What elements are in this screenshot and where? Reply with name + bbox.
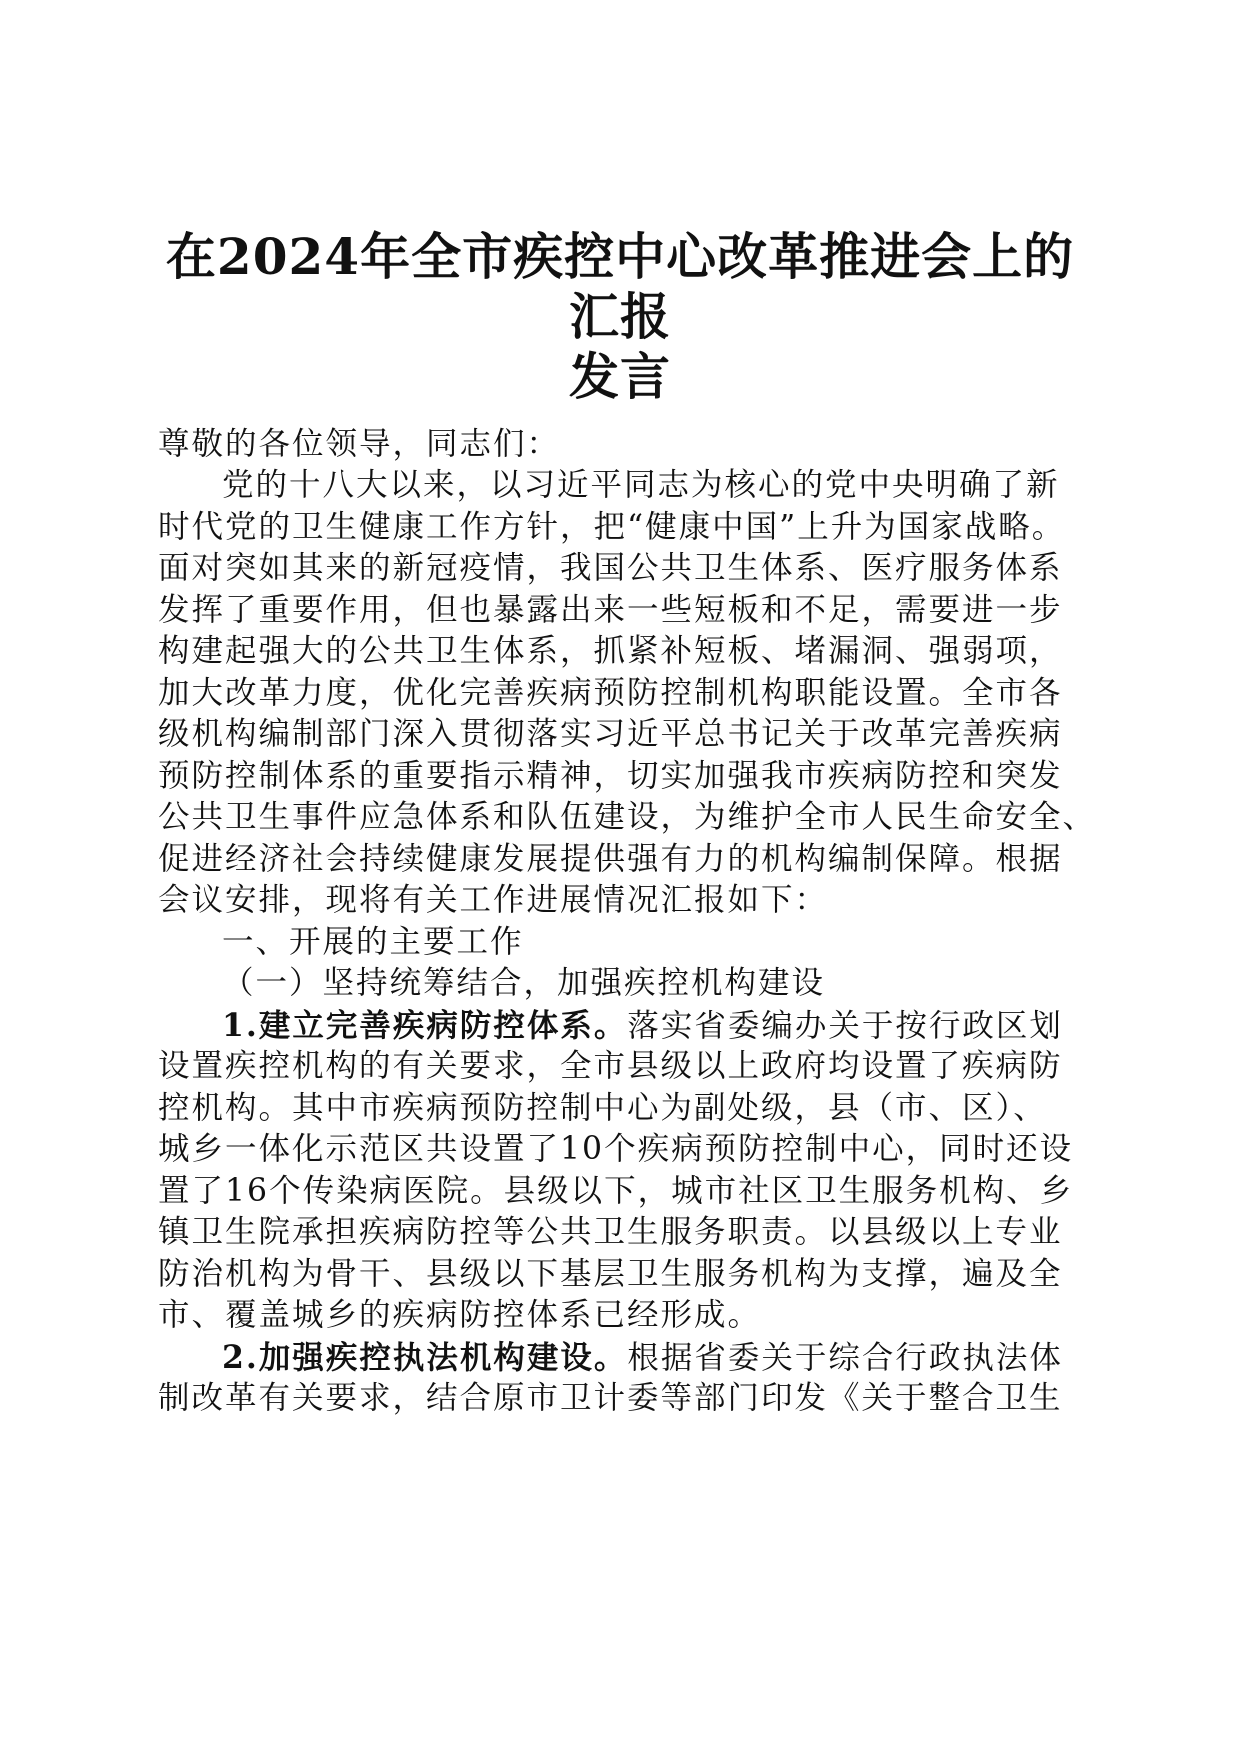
item-1-line: 城乡一体化示范区共设置了10个疾病预防控制中心，同时还设 [158, 1131, 1074, 1167]
item-1-first-rest: 落实省委编办关于按行政区划 [627, 1008, 1063, 1044]
item-2-line: 制改革有关要求，结合原市卫计委等部门印发《关于整合卫生 [158, 1380, 1063, 1416]
intro-line: 促进经济社会持续健康发展提供强有力的机构编制保障。根据 [158, 841, 1063, 877]
item-1-line: 置了16个传染病医院。县级以下，城市社区卫生服务机构、乡 [158, 1173, 1074, 1209]
item-1-lead: 1.建立完善疾病防控体系。 [222, 1007, 628, 1044]
item-2-first-line [222, 1335, 1152, 1380]
item-2-lead: 2.加强疾控执法机构建设。 [222, 1339, 628, 1376]
item-1-line: 镇卫生院承担疾病防控等公共卫生服务职责。以县级以上专业 [158, 1214, 1063, 1250]
intro-line: 面对突如其来的新冠疫情，我国公共卫生体系、医疗服务体系 [158, 550, 1063, 586]
salutation: 尊敬的各位领导，同志们： [158, 426, 561, 462]
intro-line: 党的十八大以来，以习近平同志为核心的党中央明确了新 [222, 467, 1060, 503]
subsection-heading: （一）坚持统筹结合，加强疾控机构建设 [222, 965, 826, 1001]
intro-line: 时代党的卫生健康工作方针，把“健康中国”上升为国家战略。 [158, 509, 1066, 545]
document-title-line-1: 在2024年全市疾控中心改革推进会上的汇报 [165, 227, 1075, 346]
intro-line: 公共卫生事件应急体系和队伍建设，为维护全市人民生命安全、 [158, 799, 1097, 835]
intro-line: 加大改革力度，优化完善疾病预防控制机构职能设置。全市各 [158, 675, 1063, 711]
document-title-line-2: 发言 [569, 347, 671, 406]
item-1-line: 市、覆盖城乡的疾病防控体系已经形成。 [158, 1297, 762, 1333]
intro-line: 级机构编制部门深入贯彻落实习近平总书记关于改革完善疾病 [158, 716, 1063, 752]
section-heading: 一、开展的主要工作 [222, 924, 524, 960]
intro-line: 会议安排，现将有关工作进展情况汇报如下： [158, 882, 829, 918]
item-2-first-rest: 根据省委关于综合行政执法体 [627, 1340, 1063, 1376]
intro-line: 预防控制体系的重要指示精神，切实加强我市疾病防控和突发 [158, 758, 1063, 794]
item-1-line: 防治机构为骨干、县级以下基层卫生服务机构为支撑，遍及全 [158, 1256, 1063, 1292]
item-1-line: 控机构。其中市疾病预防控制中心为副处级，县（市、区）、 [158, 1090, 1047, 1126]
intro-line: 构建起强大的公共卫生体系，抓紧补短板、堵漏洞、强弱项， [158, 633, 1063, 669]
item-1-first-line [222, 1003, 1152, 1048]
item-1-line: 设置疾控机构的有关要求，全市县级以上政府均设置了疾病防 [158, 1048, 1063, 1084]
intro-line: 发挥了重要作用，但也暴露出来一些短板和不足，需要进一步 [158, 592, 1063, 628]
